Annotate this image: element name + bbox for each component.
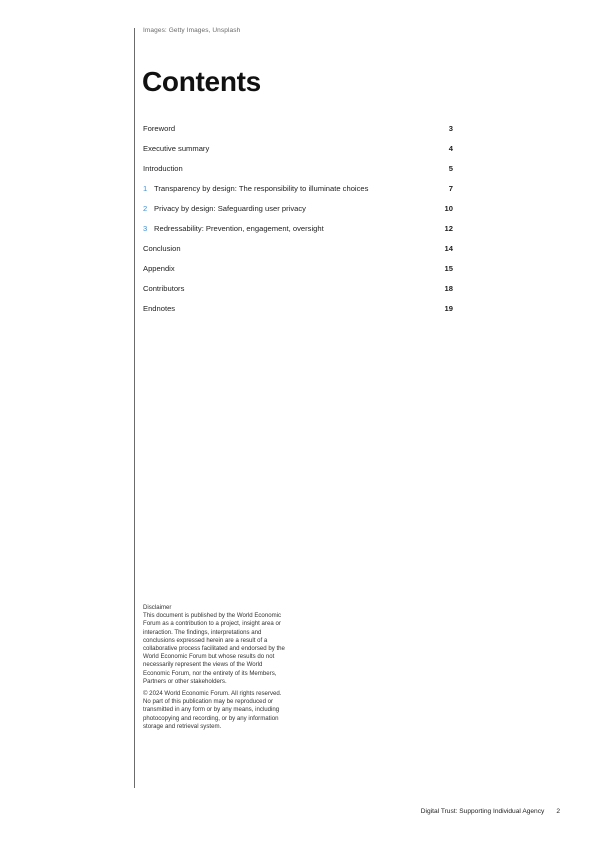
image-credit: Images: Getty Images, Unsplash	[143, 27, 241, 34]
toc-section-number: 3	[143, 223, 148, 233]
toc-entry-title: Privacy by design: Safeguarding user privacy	[154, 203, 306, 213]
toc-page-number: 10	[444, 203, 453, 213]
toc-entry-title: Appendix	[143, 263, 175, 273]
toc-item-redressability[interactable]	[143, 218, 453, 238]
toc-entry-title: Redressability: Prevention, engagement, oversight	[154, 223, 324, 233]
toc-entry-title: Executive summary	[143, 143, 210, 153]
toc-page-number: 12	[444, 223, 453, 233]
toc-entry-title: Contributors	[143, 283, 185, 293]
toc-page-number: 4	[448, 143, 453, 153]
table-of-contents	[143, 118, 453, 318]
toc-entry-title: Endnotes	[143, 303, 176, 313]
page-footer	[421, 808, 560, 815]
toc-page-number: 5	[448, 163, 453, 173]
vertical-rule	[134, 28, 135, 788]
toc-item-privacy[interactable]	[143, 198, 453, 218]
toc-entry-title: Introduction	[143, 163, 183, 173]
toc-item-introduction[interactable]	[143, 158, 453, 178]
toc-page-number: 3	[448, 123, 453, 133]
toc-page-number: 15	[444, 263, 453, 273]
toc-item-foreword[interactable]	[143, 118, 453, 138]
footer-page-number: 2	[556, 808, 560, 815]
disclaimer-heading: Disclaimer	[143, 604, 172, 611]
toc-section-number: 2	[143, 203, 148, 213]
disclaimer-block	[143, 604, 288, 735]
toc-item-executive-summary[interactable]	[143, 138, 453, 158]
footer-document-title: Digital Trust: Supporting Individual Agency	[420, 808, 545, 815]
toc-item-conclusion[interactable]	[143, 238, 453, 258]
copyright-notice: © 2024 World Economic Forum. All rights reserved. No part of this publication may be reproduced or transmitted in any form or by any means, including photocopying and recording, or by any information storage and retrieval system.	[143, 690, 282, 730]
toc-section-number: 1	[143, 183, 148, 193]
toc-item-endnotes[interactable]	[143, 298, 453, 318]
toc-page-number: 19	[444, 303, 453, 313]
toc-entry-title: Transparency by design: The responsibility to illuminate choices	[154, 183, 369, 193]
toc-item-appendix[interactable]	[143, 258, 453, 278]
toc-entry-title: Foreword	[143, 123, 176, 133]
page-title: Contents	[142, 66, 261, 97]
toc-item-contributors[interactable]	[143, 278, 453, 298]
toc-page-number: 14	[444, 243, 453, 253]
toc-entry-title: Conclusion	[143, 243, 181, 253]
toc-page-number: 18	[444, 283, 453, 293]
disclaimer-body: This document is published by the World Economic Forum as a contribution to a project, insight area or interaction. The findings, interpretations and conclusions expressed herein are a result of a collaborative process facilitated and endorsed by the World Economic Forum but whose results do not necessarily represent the views of the World Economic Forum, nor the entirety of its Members, Partners or other stakeholders.	[143, 612, 285, 685]
toc-item-transparency[interactable]	[143, 178, 453, 198]
toc-page-number: 7	[448, 183, 453, 193]
